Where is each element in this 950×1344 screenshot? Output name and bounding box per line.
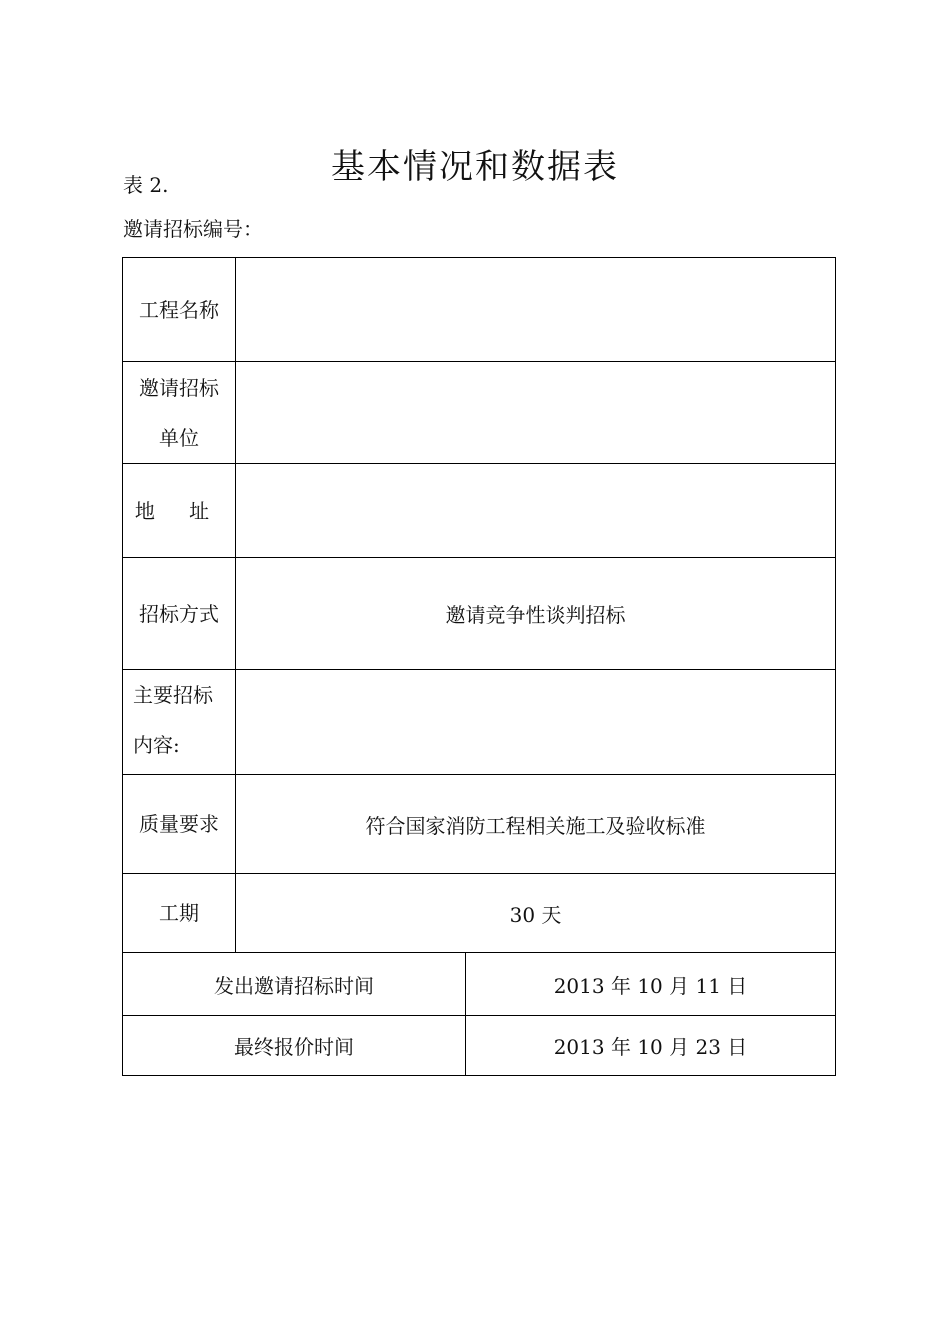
- bidding-method-label: 招标方式: [123, 558, 236, 669]
- address-label-text: 地 址: [134, 498, 224, 523]
- inviting-unit-label-line2: 单位: [159, 425, 199, 450]
- inviting-unit-label: [123, 362, 236, 463]
- address-value: [236, 464, 835, 557]
- quality-label: 质量要求: [123, 775, 236, 873]
- duration-value: 30 天: [509, 902, 562, 927]
- main-content-label-line1: 主要招标: [133, 683, 213, 707]
- inviting-unit-value: [236, 362, 835, 463]
- duration-label: 工期: [123, 874, 236, 952]
- bidding-method-value: 邀请竞争性谈判招标: [445, 603, 626, 627]
- inviting-unit-label-line1: 邀请招标: [139, 375, 219, 400]
- quality-value: 符合国家消防工程相关施工及验收标准: [365, 813, 706, 838]
- table-number: 表 2.: [123, 173, 169, 197]
- invitation-number-label: 邀请招标编号：: [123, 217, 263, 241]
- row-inviting-unit: [122, 361, 836, 463]
- main-content-value: [236, 670, 835, 774]
- row-main-content: [122, 669, 836, 774]
- row-address: [122, 463, 836, 557]
- row-project-name: [122, 257, 836, 361]
- final-quote-time-label: 最终报价时间: [123, 1016, 466, 1075]
- row-final-quote-time: [122, 1015, 836, 1076]
- main-content-label-line2: 内容:: [133, 733, 180, 757]
- issue-time-label: 发出邀请招标时间: [123, 953, 466, 1015]
- main-content-label: [123, 670, 236, 774]
- row-duration: [122, 873, 836, 952]
- row-bidding-method: [122, 557, 836, 669]
- document-title: 基本情况和数据表: [331, 147, 619, 187]
- issue-time-value: 2013 年 10 月 11 日: [553, 973, 748, 998]
- address-label: [123, 464, 236, 557]
- final-quote-time-value: 2013 年 10 月 23 日: [553, 1035, 748, 1059]
- project-name-value: [236, 258, 835, 361]
- row-issue-time: [122, 952, 836, 1015]
- row-quality: [122, 774, 836, 873]
- project-name-label: 工程名称: [123, 258, 236, 361]
